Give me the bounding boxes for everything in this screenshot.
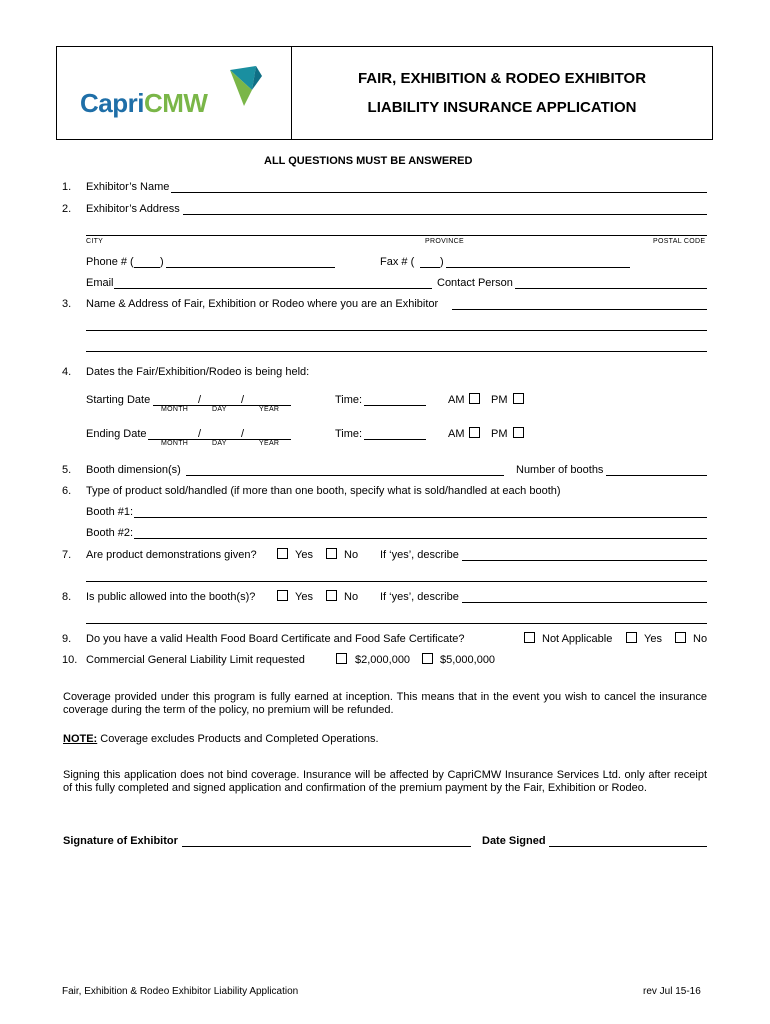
demonstrations-no-label: No	[344, 549, 359, 561]
form-title-line2: LIABILITY INSURANCE APPLICATION	[367, 99, 637, 116]
coverage-paragraph: Coverage provided under this program is fully earned at inception. This means that in the event you wish to cancel the insurance coverage during the term of the policy, no premium will be refunded.	[63, 691, 707, 716]
limit-2m-checkbox[interactable]	[336, 653, 347, 664]
exhibitor-address-label: Exhibitor’s Address	[86, 203, 180, 215]
company-logo	[80, 62, 260, 122]
limit-5m-label: $5,000,000	[440, 654, 496, 666]
ending-date-label: Ending Date	[86, 428, 147, 440]
phone-area-code-field[interactable]	[134, 267, 160, 268]
starting-day-caption: DAY	[212, 406, 227, 413]
contact-person-field[interactable]	[515, 288, 707, 289]
health-certificate-na-label: Not Applicable	[542, 633, 613, 645]
booth2-label: Booth #2:	[86, 527, 134, 539]
postal-code-caption: POSTAL CODE	[653, 238, 706, 245]
ending-pm-label: PM	[491, 428, 508, 440]
limit-2m-label: $2,000,000	[355, 654, 411, 666]
form-title-line1: FAIR, EXHIBITION & RODEO EXHIBITOR	[357, 70, 647, 87]
ending-date-slash1: /	[198, 428, 202, 440]
notice-heading: ALL QUESTIONS MUST BE ANSWERED	[264, 155, 473, 167]
public-allowed-no-checkbox[interactable]	[326, 590, 337, 601]
city-caption: CITY	[86, 238, 104, 245]
public-allowed-describe-field[interactable]	[462, 602, 707, 603]
ending-day-caption: DAY	[212, 440, 227, 447]
ending-pm-checkbox[interactable]	[513, 427, 524, 438]
logo-mark-icon	[222, 62, 262, 106]
phone-close-paren: )	[160, 256, 164, 268]
ending-time-label: Time:	[335, 428, 363, 440]
signature-label: Signature of Exhibitor	[63, 835, 178, 847]
ending-am-label: AM	[448, 428, 465, 440]
date-signed-field[interactable]	[549, 846, 707, 847]
phone-label: Phone # (	[86, 256, 134, 268]
health-certificate-no-label: No	[693, 633, 708, 645]
signature-field[interactable]	[182, 846, 471, 847]
q9-number: 9.	[62, 633, 72, 645]
health-certificate-yes-label: Yes	[644, 633, 662, 645]
phone-number-field[interactable]	[166, 267, 335, 268]
q3-number: 3.	[62, 298, 72, 310]
demonstrations-describe-field-line2[interactable]	[86, 581, 707, 582]
note-text: Coverage excludes Products and Completed Operations.	[100, 733, 379, 745]
q5-number: 5.	[62, 464, 72, 476]
header-divider	[291, 46, 292, 140]
exhibitor-address-field[interactable]	[183, 214, 707, 215]
starting-pm-checkbox[interactable]	[513, 393, 524, 404]
booth-dimensions-field[interactable]	[186, 475, 504, 476]
fax-number-field[interactable]	[446, 267, 630, 268]
starting-time-label: Time:	[335, 394, 363, 406]
starting-am-label: AM	[448, 394, 465, 406]
q7-number: 7.	[62, 549, 72, 561]
booth1-label: Booth #1:	[86, 506, 134, 518]
starting-date-slash1: /	[198, 394, 202, 406]
health-certificate-na-checkbox[interactable]	[524, 632, 535, 643]
booth1-field[interactable]	[134, 517, 707, 518]
starting-am-checkbox[interactable]	[469, 393, 480, 404]
binding-paragraph: Signing this application does not bind coverage. Insurance will be affected by CapriCMW Insurance Services Ltd. only after receipt of this fully completed and signed application and confirmation of the premium payment by the Fair, Exhibition or Rodeo.	[63, 769, 707, 794]
number-of-booths-label: Number of booths	[516, 464, 604, 476]
q1-number: 1.	[62, 181, 72, 193]
ending-time-field[interactable]	[364, 439, 426, 440]
email-label: Email	[86, 277, 114, 289]
demonstrations-label: Are product demonstrations given?	[86, 549, 257, 561]
fax-close-paren: )	[440, 256, 444, 268]
q6-number: 6.	[62, 485, 72, 497]
logo-text	[80, 88, 207, 119]
note-label: NOTE:	[63, 733, 98, 745]
ending-year-caption: YEAR	[259, 440, 280, 447]
q4-number: 4.	[62, 366, 72, 378]
starting-date-label: Starting Date	[86, 394, 151, 406]
health-certificate-yes-checkbox[interactable]	[626, 632, 637, 643]
contact-person-label: Contact Person	[437, 277, 513, 289]
number-of-booths-field[interactable]	[606, 475, 707, 476]
province-caption: PROVINCE	[425, 238, 464, 245]
public-allowed-describe-field-line2[interactable]	[86, 623, 707, 624]
q2-number: 2.	[62, 203, 72, 215]
public-allowed-describe-label: If ‘yes’, describe	[380, 591, 459, 603]
demonstrations-yes-checkbox[interactable]	[277, 548, 288, 559]
q8-number: 8.	[62, 591, 72, 603]
logo-text-capri: Capri	[80, 88, 144, 118]
footer-revision: rev Jul 15-16	[643, 986, 701, 997]
date-signed-label: Date Signed	[482, 835, 546, 847]
demonstrations-describe-label: If ‘yes’, describe	[380, 549, 459, 561]
liability-limit-label: Commercial General Liability Limit requested	[86, 654, 305, 666]
booth-dimensions-label: Booth dimension(s)	[86, 464, 181, 476]
health-certificate-label: Do you have a valid Health Food Board Certificate and Food Safe Certificate?	[86, 633, 465, 645]
fax-area-code-field[interactable]	[420, 267, 440, 268]
demonstrations-no-checkbox[interactable]	[326, 548, 337, 559]
exhibitor-name-field[interactable]	[171, 192, 707, 193]
health-certificate-no-checkbox[interactable]	[675, 632, 686, 643]
footer-title: Fair, Exhibition & Rodeo Exhibitor Liability Application	[62, 986, 299, 997]
note-line	[63, 733, 379, 746]
limit-5m-checkbox[interactable]	[422, 653, 433, 664]
ending-month-caption: MONTH	[161, 440, 189, 447]
q10-number: 10.	[62, 654, 78, 666]
product-type-label: Type of product sold/handled (if more than one booth, specify what is sold/handled at each booth)	[86, 485, 561, 497]
fair-name-address-field[interactable]	[452, 309, 707, 310]
logo-text-cmw: CMW	[143, 88, 208, 118]
fair-name-address-field-line3[interactable]	[86, 351, 707, 352]
exhibitor-name-label: Exhibitor’s Name	[86, 181, 170, 193]
starting-date-slash2: /	[241, 394, 245, 406]
starting-pm-label: PM	[491, 394, 508, 406]
fair-name-address-label: Name & Address of Fair, Exhibition or Rodeo where you are an Exhibitor	[86, 298, 439, 310]
public-allowed-yes-checkbox[interactable]	[277, 590, 288, 601]
fax-label: Fax # (	[380, 256, 415, 268]
public-allowed-label: Is public allowed into the booth(s)?	[86, 591, 256, 603]
ending-date-slash2: /	[241, 428, 245, 440]
city-province-postal-field[interactable]	[86, 235, 707, 236]
booth2-field[interactable]	[134, 538, 707, 539]
ending-am-checkbox[interactable]	[469, 427, 480, 438]
demonstrations-describe-field[interactable]	[462, 560, 707, 561]
dates-label: Dates the Fair/Exhibition/Rodeo is being held:	[86, 366, 310, 378]
public-allowed-no-label: No	[344, 591, 359, 603]
starting-year-caption: YEAR	[259, 406, 280, 413]
starting-month-caption: MONTH	[161, 406, 189, 413]
fair-name-address-field-line2[interactable]	[86, 330, 707, 331]
email-field[interactable]	[114, 288, 432, 289]
demonstrations-yes-label: Yes	[295, 549, 313, 561]
public-allowed-yes-label: Yes	[295, 591, 313, 603]
starting-time-field[interactable]	[364, 405, 426, 406]
